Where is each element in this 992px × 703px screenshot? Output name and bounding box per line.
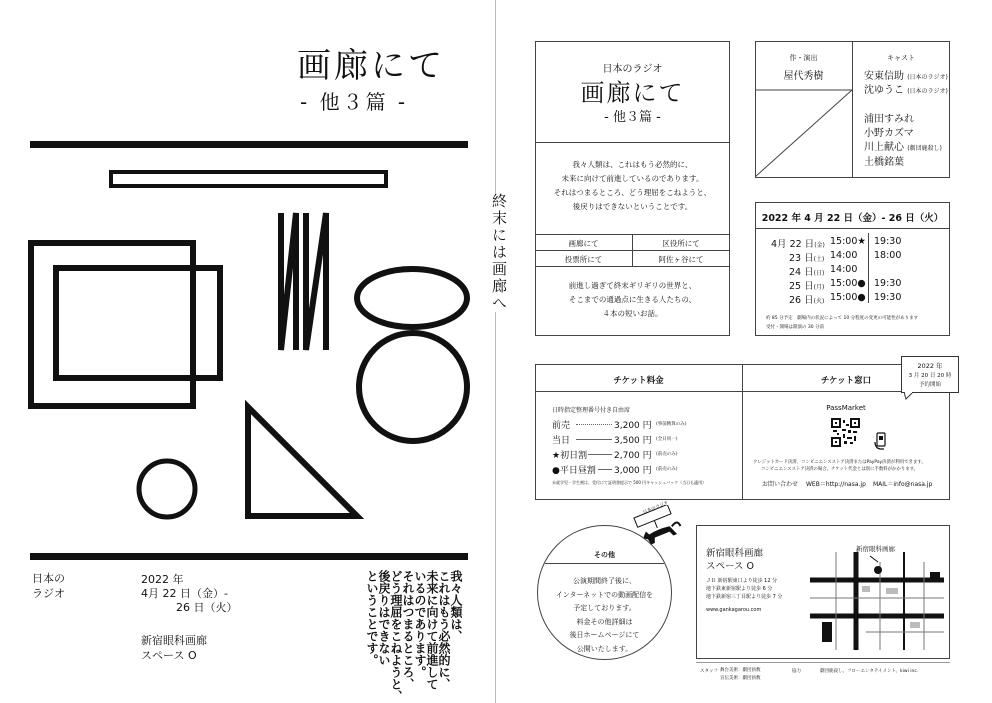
bottom-rule xyxy=(30,553,468,560)
price-note: (前売のみ) xyxy=(656,452,678,457)
spine-text: 終末には画廊へ xyxy=(490,193,508,312)
venue-name: 新宿眼科画廊 スペース O xyxy=(141,634,207,662)
writer-label: 作・演出 xyxy=(789,54,818,62)
schedule-row: 25 日(月) xyxy=(789,281,825,292)
qr-code-icon xyxy=(831,418,860,447)
play-title: 区役所にて xyxy=(662,239,700,248)
phone-hand-icon xyxy=(874,432,888,450)
price-row: 当日 xyxy=(552,436,571,446)
price: 3,000 円 xyxy=(614,466,652,476)
divider xyxy=(535,142,730,143)
badge-line: 予約開始 xyxy=(918,382,941,388)
play-title: 阿佐ヶ谷にて xyxy=(658,255,704,264)
cast-member: 浦田すみれ xyxy=(864,114,914,125)
contact-web[interactable]: WEB＝http://nasa.jp xyxy=(806,481,866,488)
coop-label: 協力 xyxy=(792,669,801,674)
price-row: ★初日割 xyxy=(552,451,588,461)
price: 3,500 円 xyxy=(614,436,652,446)
show-time: 19:30 xyxy=(874,278,902,289)
map-label: 新宿眼科画廊 xyxy=(856,545,895,553)
zigzag-shape-2 xyxy=(306,213,326,350)
show-time: 14:00 xyxy=(830,264,858,275)
schedule-row: 23 日(土) xyxy=(789,253,825,264)
schedule-header: 2022 年 4 月 22 日（金）- 26 日（火） xyxy=(761,213,944,224)
outro-text: 前進し過ぎて終末ギリギリの世界と、 そこまでの通過点に生きる人たちの、 ４本の短いお話。 xyxy=(568,281,697,318)
access-line: ＪＲ 新宿駅東口より徒歩 12 分 xyxy=(706,578,778,584)
large-circle-shape xyxy=(359,333,467,441)
divider xyxy=(535,266,730,267)
other-title: その他 xyxy=(594,551,615,559)
tickets-title: チケット料金 xyxy=(613,376,664,386)
poster-title: 画廊にて xyxy=(297,46,445,86)
zigzag-shape xyxy=(281,213,296,350)
cast-member: 川上献心 (劇団鹿殺し) xyxy=(864,142,942,153)
divider xyxy=(868,233,869,303)
price-row: 前売 xyxy=(552,421,571,431)
staff-line: 宣伝美術：劇団員数 xyxy=(720,676,761,681)
leader-line xyxy=(576,424,612,425)
venue-url[interactable]: www.gankagarou.com xyxy=(706,607,762,613)
company-label: 日本のラジオ xyxy=(602,64,663,75)
ellipse-shape xyxy=(357,269,467,327)
divider xyxy=(696,662,950,663)
schedule-note: 受付・開場は開演の 30 分前 xyxy=(766,325,825,330)
show-time: 15:00● xyxy=(830,292,866,303)
tickets-footnote: 未就学児・学生割は、受付にて証明書提示で 500 円キャッシュバック（当日も適用） xyxy=(552,480,707,485)
badge-line: 2022 年 xyxy=(917,362,943,370)
show-time: 19:30 xyxy=(874,236,902,247)
tickets-note: 日時指定整理番号付き自由席 xyxy=(552,407,631,414)
access-map xyxy=(806,552,946,650)
leader-line xyxy=(576,439,612,440)
price-note: (全日同一) xyxy=(656,437,678,442)
price-note: (前売のみ) xyxy=(656,467,678,472)
poster-subtitle: - 他３篇 - xyxy=(300,90,409,114)
box-title: 画廊にて xyxy=(580,79,685,107)
venue-space: スペース O xyxy=(706,561,755,572)
thin-bar-shape xyxy=(111,172,386,186)
cat-sign-text: 日本のラジオ xyxy=(642,500,670,516)
cast-member: 土橋銘葉 xyxy=(864,157,904,168)
triangle-shape xyxy=(248,407,357,516)
show-time: 15:00★ xyxy=(830,236,866,247)
cast-label: キャスト xyxy=(887,54,915,62)
schedule-row: 4月 22 日(金) xyxy=(771,239,825,250)
price-row: ●平日昼割 xyxy=(552,466,596,476)
show-time: 18:00 xyxy=(874,250,902,261)
window-title: チケット窓口 xyxy=(820,376,872,386)
date-end: 26 日（火） xyxy=(176,601,238,614)
vertical-intro-text: 我々人類は、 これはもう必然的に、 未来に向けて前進して いるのであります。 それはつまるところ、 どう理屈をこねようと、 後戻りはできない ということです。 xyxy=(365,570,463,702)
divider xyxy=(755,228,950,229)
cast-member: 小野カズマ xyxy=(864,128,914,139)
passmarket-label: PassMarket xyxy=(826,404,866,412)
payment-desc: クレジットカード決済、コンビニエンスストア決済またはPayPay決済が利用できます。 xyxy=(753,460,926,465)
payment-desc: コンビニエンスストア決済の場合、チケット代金とは別に手数料がかかります。 xyxy=(761,467,919,472)
badge-pointer xyxy=(904,392,914,400)
show-time: 19:30 xyxy=(874,292,902,303)
schedule-note: 約 85 分予定 劇場内の状況によって 10 分程度の変更の可能性があります xyxy=(766,316,919,321)
show-time: 14:00 xyxy=(830,250,858,261)
company-name: 日本の ラジオ xyxy=(32,572,65,600)
divider xyxy=(535,391,950,392)
schedule-row: 26 日(火) xyxy=(789,295,825,306)
cast-member: 沈ゆうこ (日本のラジオ) xyxy=(864,85,948,96)
access-line: 地下鉄新宿三丁目駅より徒歩 7 分 xyxy=(706,594,783,600)
schedule-row: 24 日(日) xyxy=(789,267,825,278)
writer-name: 屋代秀樹 xyxy=(783,71,824,82)
price: 3,200 円 xyxy=(614,421,652,431)
price: 2,700 円 xyxy=(614,451,652,461)
box-subtitle: - 他３篇 - xyxy=(604,110,661,125)
play-title: 画廊にて xyxy=(568,239,599,248)
badge-line: 3 月 20 日 20 時 xyxy=(908,373,952,379)
date-year: 2022 年 xyxy=(141,573,184,586)
staff-label: スタッフ xyxy=(700,669,718,674)
staff-line: 舞台美術：劇団員数 xyxy=(720,668,761,673)
date-start: 4月 22 日（金）- xyxy=(141,587,228,600)
cat-illustration xyxy=(627,505,687,549)
venue-name: 新宿眼科画廊 xyxy=(706,548,764,559)
other-text: 公演期間終了後に、 インターネットでの動画配信を 予定しております。 料金その他詳細は 後日ホームページにて 公開いたします。 xyxy=(555,577,654,653)
intro-text: 我々人類は、これはもう必然的に、 未来に向けて前進しているのであります。 それはつまるところ、どう理屈をこねようと、 後戻りはできないということです。 xyxy=(553,160,712,211)
contact-mail[interactable]: MAIL＝info@nasa.jp xyxy=(873,481,933,488)
play-title: 投票所にて xyxy=(564,255,603,264)
divider xyxy=(545,563,664,564)
coop-text: 劇団鹿殺し、フローエンタテイメント、kiwi inc. xyxy=(820,669,919,674)
leader-line xyxy=(588,454,612,455)
leader-line xyxy=(598,469,612,470)
access-line: 地下鉄東新宿駅より徒歩 6 分 xyxy=(706,586,773,592)
small-circle-shape xyxy=(139,461,195,517)
show-time: 15:00● xyxy=(830,278,866,289)
contact-label: お問い合わせ xyxy=(762,481,799,488)
cast-member: 安東信助 (日本のラジオ) xyxy=(864,71,948,82)
price-note: (事前精算のみ) xyxy=(656,422,687,427)
